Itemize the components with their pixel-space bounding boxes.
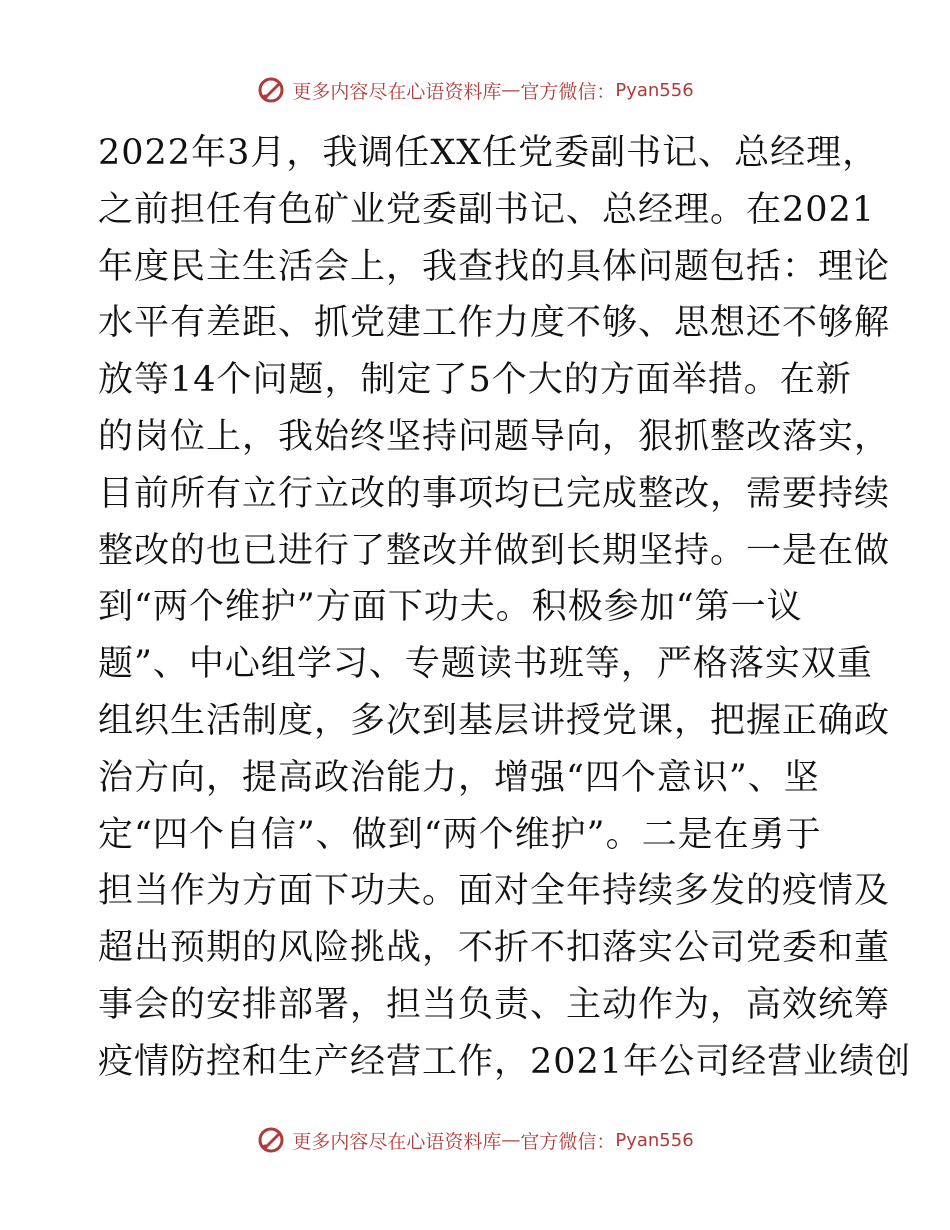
body-line: 水平有差距、抓党建工作力度不够、思想还不够解 — [98, 303, 891, 344]
body-line: 放等14个问题，制定了5个大的方面举措。在新 — [98, 360, 852, 401]
body-line: 题”、中心组学习、专题读书班等，严格落实双重 — [98, 644, 873, 685]
footer-watermark-banner — [0, 1120, 950, 1160]
body-line: 定“四个自信”、做到“两个维护”。二是在勇于 — [98, 814, 822, 855]
banner-site-text: 更多内容尽在心语资料库 — [292, 1130, 502, 1153]
banner-wechat-text: 官方微信： — [520, 80, 616, 103]
banner-wechat-text: 官方微信： — [520, 1130, 616, 1153]
brush-logo-icon — [256, 1125, 286, 1155]
body-line: 到“两个维护”方面下功夫。积极参加“第一议 — [98, 587, 803, 628]
document-body — [98, 125, 912, 1091]
body-line: 疫情防控和生产经营工作，2021年公司经营业绩创 — [98, 1041, 912, 1082]
body-line: 之前担任有色矿业党委副书记、总经理。在2021 — [98, 189, 876, 230]
body-line: 超出预期的风险挑战，不折不扣落实公司党委和董 — [98, 928, 891, 969]
body-line: 的岗位上，我始终坚持问题导向，狠抓整改落实， — [98, 416, 891, 457]
body-line: 事会的安排部署，担当负责、主动作为，高效统筹 — [98, 984, 891, 1025]
body-line: 治方向，提高政治能力，增强“四个意识”、坚 — [98, 757, 820, 798]
brush-logo-icon — [256, 75, 286, 105]
body-line: 目前所有立行立改的事项均已完成整改，需要持续 — [98, 473, 891, 514]
banner-wechat-id: Pyan556 — [615, 79, 694, 101]
body-line: 担当作为方面下功夫。面对全年持续多发的疫情及 — [98, 871, 891, 912]
banner-dash: — — [501, 1129, 521, 1151]
banner-wechat-id: Pyan556 — [615, 1129, 694, 1151]
body-line: 整改的也已进行了整改并做到长期坚持。一是在做 — [98, 530, 891, 571]
body-line: 2022年3月，我调任XX任党委副书记、总经理， — [98, 133, 879, 173]
banner-dash: — — [501, 79, 521, 101]
banner-site-text: 更多内容尽在心语资料库 — [292, 80, 502, 103]
header-watermark-banner — [0, 70, 950, 110]
body-line: 组织生活制度，多次到基层讲授党课，把握正确政 — [98, 700, 891, 741]
body-line: 年度民主生活会上，我查找的具体问题包括：理论 — [98, 246, 891, 287]
